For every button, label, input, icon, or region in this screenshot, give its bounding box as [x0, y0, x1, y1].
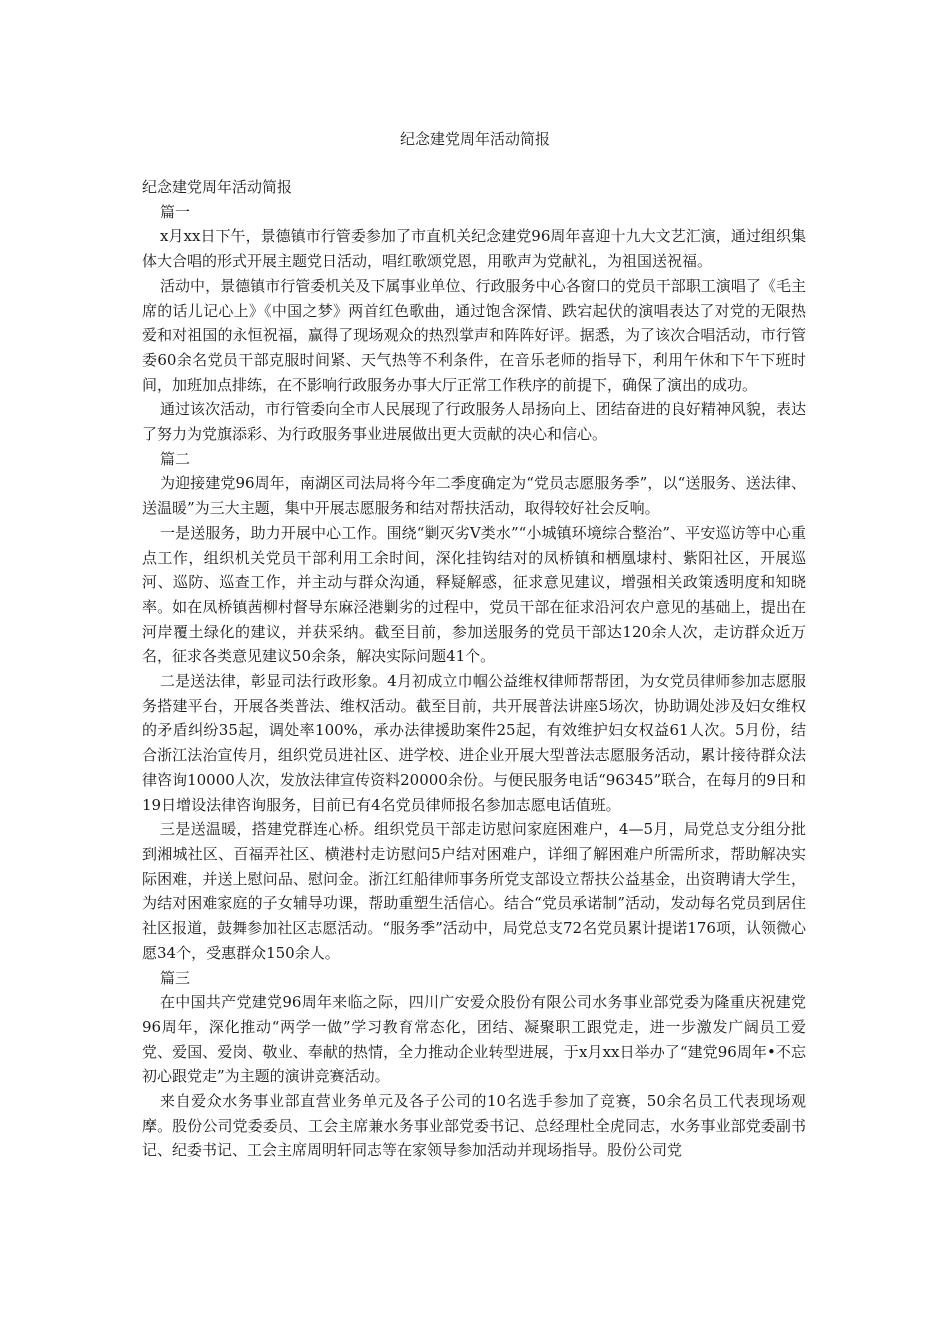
- paragraph: 一是送服务，助力开展中心工作。围绕“剿灭劣Ⅴ类水”“小城镇环境综合整治”、平安巡访等中心重点工作，组织机关党员干部利用工余时间，深化挂钩结对的凤桥镇和栖凰埭村、紫阳社区，开展巡河、巡防、巡查工作，并主动与群众沟通，释疑解惑，征求意见建议，增强相关政策透明度和知晓率。如在凤桥镇茜柳村督导东麻泾港剿劣的过程中，党员干部在征求沿河农户意见的基础上，提出在河岸覆土绿化的建议，并获采纳。截至目前，参加送服务的党员干部达120余人次，走访群众近万名，征求各类意见建议50余条，解决实际问题41个。: [142, 523, 806, 666]
- document-body: [142, 175, 806, 1163]
- paragraph: 在中国共产党建党96周年来临之际，四川广安爱众股份有限公司水务事业部党委为隆重庆祝建党96周年，深化推动“两学一做”学习教育常态化，团结、凝聚职工跟党走，进一步激发广阔员工爱党、爱国、爱岗、敬业、奉献的热情，全力推动企业转型进展，于x月xx日举办了“建党96周年•不忘初心跟党走”为主题的演讲竞赛活动。: [142, 993, 806, 1086]
- paragraph: 三是送温暖，搭建党群连心桥。组织党员干部走访慰问家庭困难户，4—5月，局党总支分组分批到湘城社区、百福弄社区、横港村走访慰问5户结对困难户，详细了解困难户所需所求，帮助解决实际困难，并送上慰问品、慰问金。浙江红船律师事务所党支部设立帮扶公益基金，出资聘请大学生，为结对困难家庭的子女辅导功课，帮助重塑生活信心。结合“党员承诺制”活动，发动每名党员到居住社区报道，鼓舞参加社区志愿活动。“服务季”活动中，局党总支72名党员累计提诺176项，认领微心愿34个，受惠群众150余人。: [142, 820, 806, 962]
- paragraph: 来自爱众水务事业部直营业务单元及各子公司的10名选手参加了竞赛，50余名员工代表现场观摩。股份公司党委委员、工会主席兼水务事业部党委书记、总经理杜全虎同志，水务事业部党委副书记、纪委书记、工会主席周明轩同志等在家领导参加活动并现场指导。股份公司党: [142, 1092, 806, 1160]
- paragraph: 为迎接建党96周年，南湖区司法局将今年二季度确定为“党员志愿服务季”，以“送服务、送法律、送温暖”为三大主题，集中开展志愿服务和结对帮扶活动，取得较好社会反响。: [142, 474, 806, 518]
- document-title: 纪念建党周年活动简报: [399, 130, 550, 148]
- paragraph: x月xx日下午，景德镇市行管委参加了市直机关纪念建党96周年喜迎十九大文艺汇演，通过组织集体大合唱的形式开展主题党日活动，唱红歌颂党恩，用歌声为党献礼，为祖国送祝福。: [142, 227, 806, 271]
- document-subtitle: 纪念建党周年活动简报: [142, 178, 293, 196]
- section-label-3: 篇三: [160, 968, 191, 987]
- section-label-1: 篇一: [160, 202, 191, 221]
- section-label-2: 篇二: [160, 449, 191, 468]
- paragraph: 通过该次活动，市行管委向全市人民展现了行政服务人昂扬向上、团结奋进的良好精神风貌，表达了努力为党旗添彩、为行政服务事业进展做出更大贡献的决心和信心。: [142, 400, 806, 444]
- paragraph: 二是送法律，彰显司法行政形象。4月初成立巾帼公益维权律师帮帮团，为女党员律师参加志愿服务搭建平台，开展各类普法、维权活动。截至目前，共开展普法讲座5场次，协助调处涉及妇女维权的矛盾纠纷35起，调处率100%，承办法律援助案件25起，有效维护妇女权益61人次。5月份，结合浙江法治宣传月，组织党员进社区、进学校、进企业开展大型普法志愿服务活动，累计接待群众法律咨询10000人次，发放法律宣传资料20000余份。与便民服务电话“96345”联合，在每月的9日和19日增设法律咨询服务，目前已有4名党员律师报名参加志愿电话值班。: [142, 672, 806, 814]
- paragraph: 活动中，景德镇市行管委机关及下属事业单位、行政服务中心各窗口的党员干部职工演唱了《毛主席的话儿记心上》《中国之梦》两首红色歌曲，通过饱含深情、跌宕起伏的演唱表达了对党的无限热爱和对祖国的永恒祝福，赢得了现场观众的热烈掌声和阵阵好评。据悉，为了该次合唱活动，市行管委60余名党员干部克服时间紧、天气热等不利条件，在音乐老师的指导下，利用午休和下午下班时间，加班加点排练，在不影响行政服务办事大厅正常工作秩序的前提下，确保了演出的成功。: [142, 276, 806, 394]
